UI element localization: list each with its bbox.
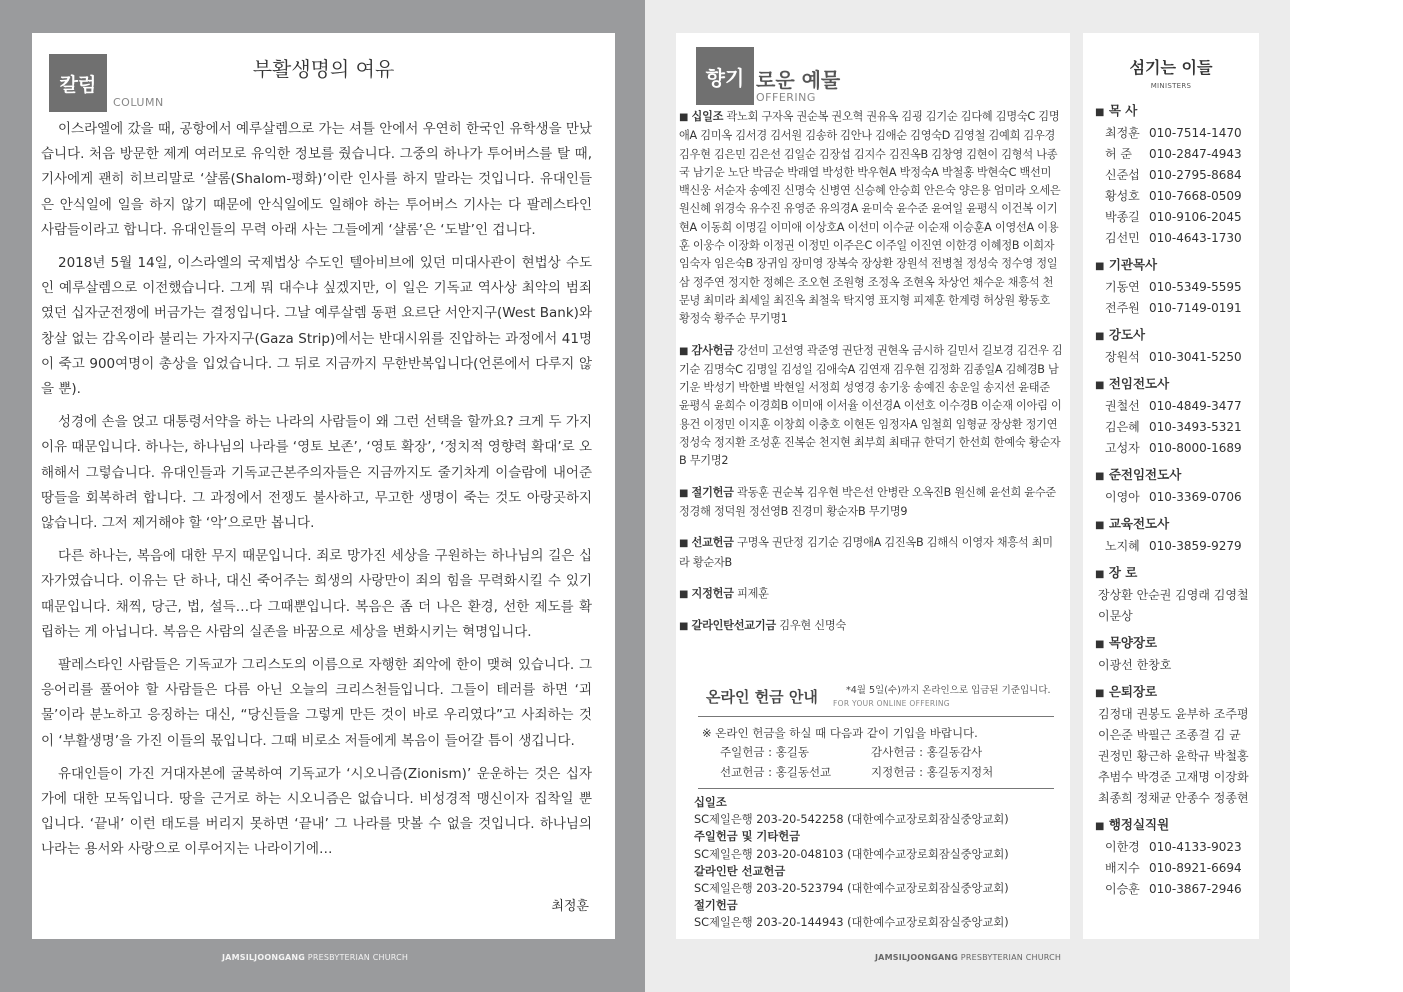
minister-row	[1095, 396, 1257, 417]
column-paragraph: 팔레스타인 사람들은 기독교가 그리스도의 이름으로 자행한 죄악에 한이 맺혀 있습니다. 그 응어리를 풀어야 할 사람들은 다름 아닌 오늘의 크리스천들입니다. 그들이 테러를 하면 ‘괴물’이라 분노하고 응징하는 대신, “당신들을 그렇게 만든 것이 바로 우리였다”고 사죄하는 것이 ‘부활생명’을 가진 이들의 몫입니다. 그때 비로소 저들에게 복음이 들어갈 틈이 생깁니다.	[41, 657, 592, 749]
minister-phone: 010-3041-5250	[1149, 350, 1242, 364]
offering-label: 선교헌금	[691, 536, 734, 550]
minister-name: 고성자	[1105, 441, 1140, 455]
bullet-icon: ■	[1095, 107, 1105, 118]
bullet-icon: ■	[1095, 331, 1105, 342]
offering-section	[679, 534, 1063, 572]
minister-row	[1095, 879, 1257, 900]
minister-phone: 010-3369-0706	[1149, 490, 1242, 504]
minister-group-head	[1095, 814, 1257, 837]
offering-card	[676, 33, 1070, 939]
example-1: 주일헌금 : 홍길동	[720, 745, 809, 759]
offering-title: 로운 예물	[756, 68, 841, 92]
offering-names: 곽동훈 권순복 김우현 박은선 안병란 오옥진B 원신혜 윤선희 윤수준 정경해 정덕원 정선영B 진경미 황순자B 무기명9	[679, 485, 1056, 518]
minister-group	[1095, 681, 1257, 809]
bullet-icon: ■	[679, 588, 689, 600]
minister-name: 허 준	[1105, 147, 1132, 161]
minister-phone: 010-4133-9023	[1149, 840, 1242, 854]
minister-name: 기동연	[1105, 280, 1140, 294]
minister-names: 이은준 박필근 조종걸 김 균	[1098, 728, 1241, 742]
column-paragraph: 성경에 손을 얹고 대통령서약을 하는 나라의 사람들이 왜 그런 선택을 할까요? 크게 두 가지 이유 때문입니다. 하나는, 하나님의 나라를 ‘영토 보존’, ‘영토 확장’, ‘정치적 영향력 확대’로 오해해서 그렇습니다. 유대인들과 기독교근본주의자들은 지금까지도 줄기차게 이슬람에 내어준 땅들을 회복하려 합니다. 그 과정에서 전쟁도 불사하고, 무고한 생명이 죽는 것도 아랑곳하지 않습니다. 그저 제거해야 할 ‘악’으로만 봅니다.	[41, 414, 592, 532]
minister-group-label: 목양장로	[1108, 635, 1158, 650]
minister-phone: 010-4643-1730	[1149, 231, 1242, 245]
column-body	[41, 117, 592, 871]
column-paragraph: 다른 하나는, 복음에 대한 무지 때문입니다. 죄로 망가진 세상을 구원하는 하나님의 길은 십자가였습니다. 이유는 단 하나, 대신 죽어주는 희생의 사랑만이 죄의 힘을 무력화시킬 수 있기 때문입니다. 채찍, 당근, 법, 설득…다 그때뿐입니다. 복음은 좀 더 나은 환경, 선한 제도를 확립하는 게 아닙니다. 복음은 사람의 실존을 바꿈으로 세상을 변화시키는 혁명입니다.	[41, 548, 592, 640]
minister-names: 장상환 안순권 김영래 김영철	[1098, 588, 1249, 602]
minister-group	[1095, 513, 1257, 557]
offering-names: 강선미 고선영 곽준영 권단정 권현옥 금시하 길민서 길보경 김건우 김기순 김명숙C 김명일 김성일 김애숙A 김연재 김우현 김정화 김종일A 김혜경B 남기운 박성기 박한별 박현일 서정희 성영경 송기웅 송예진 송운일 송지선 윤태준 윤평식 윤희수 이경희B 이미애 이서율 이선경A 이선호 이수경B 이순재 이아림 이용건 이정민 이지훈 이창희 이충호 이현돈 임정자A 임철희 임형균 장상환 정기연 정성숙 정지환 조성훈 진복순 천지현 최부희 최태규 한덕기 한선희 한예숙 황순자B 무기명2	[679, 343, 1063, 468]
minister-name: 김은혜	[1105, 420, 1140, 434]
divider	[698, 716, 1054, 717]
bullet-icon: ■	[1095, 569, 1105, 580]
column-title: 부활생명의 여유	[252, 57, 395, 81]
minister-row	[1095, 298, 1257, 319]
minister-row	[1095, 186, 1257, 207]
minister-row	[1095, 438, 1257, 459]
minister-phone: 010-9106-2045	[1149, 210, 1242, 224]
minister-name: 이영아	[1105, 490, 1140, 504]
minister-group-label: 기관목사	[1108, 257, 1158, 272]
minister-name: 전주원	[1105, 301, 1140, 315]
offering-section	[679, 585, 1063, 604]
offering-label: 갈라인탄선교기금	[691, 619, 776, 633]
column-card	[32, 33, 615, 939]
bullet-icon: ■	[679, 538, 689, 550]
bullet-icon: ■	[1095, 639, 1105, 650]
minister-row	[1095, 858, 1257, 879]
column-paragraph: 유대인들이 가진 거대자본에 굴복하여 기독교가 ‘시오니즘(Zionism)’ 운운하는 것은 십자가에 대한 모독입니다. 땅을 근거로 하는 시오니즘은 없습니다. 비성경적 맹신이자 집착일 뿐입니다. ‘끝내’ 이런 태도를 버리지 못하면 ‘끝내’ 그 나라를 맛볼 수 없을 것입니다. 하나님의 나라는 용서와 사랑으로 이루어지는 나라이기에…	[41, 765, 592, 858]
minister-row	[1095, 144, 1257, 165]
minister-names: 김정대 권봉도 윤부하 조주평	[1098, 707, 1249, 721]
offering-label: 절기헌금	[691, 485, 734, 499]
offering-names: 곽노회 구자옥 권순복 권오혁 권유옥 김굉 김기순 김다혜 김명숙C 김명애A 김미옥 김서경 김서원 김송하 김안나 김애순 김영숙D 김영철 김예희 김우경 김우현 김은민 김은선 김일순 김장섭 김지수 김진옥B 김창영 김현이 김형석 나종국 남기운 노단 박금순 박래열 박성한 박우현A 박정숙A 박철홍 박현숙C 백선미 백신웅 서순자 송예진 신명숙 신병연 신승혜 안승희 안은숙 양은용 엄미라 오세은 원신혜 위경숙 유수진 유영준 유의경A 윤미숙 윤수준 윤여일 윤평식 이건복 이기현A 이동희 이명길 이미애 이상호A 이선미 이수균 이순재 이승훈A 이영선A 이용훈 이웅수 이장화 이정권 이정민 이주은C 이주일 이진연 이한경 이혜정B 이희자 임숙자 임은숙B 장귀임 장미영 장복숙 장상환 장원석 전병철 정성숙 정수영 정일삼 정주연 정지한 정혜은 조오현 조원형 조정옥 조현옥 차상언 채수운 채흥석 천문녕 최미라 최세일 최진옥 최철욱 탁지영 표지형 피제훈 한계령 허상원 황동호 황정숙 황주순 무기명1	[679, 110, 1061, 326]
offering-names: 구명옥 권단정 김기순 김명애A 김진옥B 김해식 이영자 채흥석 최미라 황순자B	[679, 536, 1053, 569]
minister-name: 권철선	[1105, 399, 1140, 413]
minister-group-label: 준전임전도사	[1108, 467, 1182, 482]
bullet-icon: ■	[679, 112, 689, 123]
minister-group-label: 행정실직원	[1108, 817, 1170, 832]
minister-phone: 010-3493-5321	[1149, 420, 1242, 434]
ministers-title: 섬기는 이들	[1129, 58, 1213, 77]
example-3: 선교헌금 : 홍길동선교	[720, 765, 832, 779]
minister-group-label: 전임전도사	[1108, 376, 1170, 391]
offering-section	[679, 108, 1063, 329]
minister-row	[1095, 347, 1257, 368]
account-detail: SC제일은행 203-20-144943 (대한예수교장로회잠실중앙교회)	[694, 916, 1009, 930]
bullet-icon: ■	[1095, 471, 1105, 482]
bullet-icon: ■	[679, 345, 689, 357]
minister-phone: 010-2847-4943	[1149, 147, 1242, 161]
example-2: 감사헌금 : 홍길동감사	[871, 745, 983, 759]
minister-phone: 010-4849-3477	[1149, 399, 1242, 413]
offering-badge: 향기	[696, 47, 754, 105]
minister-group	[1095, 100, 1257, 249]
offering-names: 김우현 신명숙	[779, 619, 846, 633]
minister-group	[1095, 373, 1257, 459]
minister-group-head	[1095, 100, 1257, 123]
account-name: 절기헌금	[694, 899, 738, 913]
minister-phone: 010-3867-2946	[1149, 882, 1242, 896]
divider	[698, 788, 1054, 789]
minister-group-head	[1095, 562, 1257, 585]
minister-phone: 010-7514-1470	[1149, 126, 1242, 140]
example-4: 지정헌금 : 홍길동지정처	[871, 765, 994, 779]
account-list	[694, 794, 1009, 932]
online-offering-title: 온라인 헌금 안내	[706, 688, 818, 706]
online-offering-note: *4월 5일(수)까지 온라인으로 입금된 기준입니다.	[846, 685, 1051, 696]
online-intro: ※ 온라인 헌금을 하실 때 다음과 같이 기입을 바랍니다.	[702, 726, 978, 740]
minister-group-label: 장 로	[1108, 565, 1138, 580]
minister-row	[1095, 165, 1257, 186]
offering-label: 지정헌금	[691, 586, 734, 600]
minister-names: 추범수 박경준 고재명 이장화	[1098, 770, 1249, 784]
minister-group	[1095, 324, 1257, 368]
minister-name: 장원석	[1105, 350, 1140, 364]
minister-name: 신준섭	[1105, 168, 1140, 182]
minister-names: 권정민 황근하 윤학규 박철홍	[1098, 749, 1249, 763]
minister-group-head	[1095, 513, 1257, 536]
minister-names: 이광선 한창호	[1098, 658, 1172, 672]
column-badge: 칼럼	[49, 54, 107, 112]
minister-phone: 010-5349-5595	[1149, 280, 1242, 294]
column-paragraph: 이스라엘에 갔을 때, 공항에서 예루살렘으로 가는 셔틀 안에서 우연히 한국인 유학생을 만났습니다. 처음 방문한 제게 여러모로 유익한 정보를 줬습니다. 그중의 하나가 투어버스를 탈 때, 기사에게 괜히 히브리말로 ‘샬롬(Shalom-평화)’이란 인사를 하지 말라는 것입니다. 유대인들은 안식일에 일을 하지 않기 때문에 안식일에도 일해야 하는 투어버스 기사는 다 팔레스타인 사람들이라고 합니다. 유대인들의 무력 아래 사는 그들에게 ‘샬롬’은 ‘도발’인 겁니다.	[41, 121, 593, 238]
minister-name: 박종길	[1105, 210, 1140, 224]
offering-label: 십일조	[691, 110, 724, 123]
minister-row	[1095, 837, 1257, 858]
account-item	[694, 897, 1009, 931]
column-author: 최정훈	[551, 899, 589, 914]
minister-names: 최종희 정채균 안종수 정종현	[1098, 791, 1249, 805]
column-badge-sub: COLUMN	[113, 96, 164, 109]
bullet-icon: ■	[679, 487, 689, 499]
minister-group-head	[1095, 324, 1257, 347]
bullet-icon: ■	[1095, 261, 1105, 272]
minister-row	[1095, 536, 1257, 557]
minister-phone: 010-3859-9279	[1149, 539, 1242, 553]
account-item	[694, 863, 1009, 897]
footer-left: JAMSILJOONGANG PRESBYTERIAN CHURCH	[222, 953, 409, 962]
minister-phone: 010-8000-1689	[1149, 441, 1242, 455]
account-name: 갈라인탄 선교헌금	[694, 864, 786, 878]
minister-group	[1095, 814, 1257, 900]
offering-badge-sub: OFFERING	[756, 91, 816, 104]
minister-name: 배지수	[1105, 861, 1140, 875]
ministers-card	[1083, 33, 1259, 939]
minister-name: 황성호	[1105, 189, 1140, 203]
minister-row	[1095, 487, 1257, 508]
offering-section	[679, 342, 1063, 471]
minister-names: 이문상	[1098, 609, 1133, 623]
minister-phone: 010-2795-8684	[1149, 168, 1242, 182]
offering-label: 감사헌금	[691, 343, 734, 357]
bullet-icon: ■	[679, 621, 689, 633]
bullet-icon: ■	[1095, 688, 1105, 699]
minister-group-label: 강도사	[1108, 327, 1146, 342]
minister-row	[1095, 228, 1257, 249]
minister-name: 최정훈	[1105, 126, 1140, 140]
minister-group-head	[1095, 464, 1257, 487]
minister-phone: 010-7668-0509	[1149, 189, 1242, 203]
footer-right: JAMSILJOONGANG PRESBYTERIAN CHURCH	[875, 953, 1062, 962]
offering-list	[679, 108, 1063, 649]
column-paragraph: 2018년 5월 14일, 이스라엘의 국제법상 수도인 텔아비브에 있던 미대사관이 현법상 수도인 예루살렘으로 이전했습니다. 그게 뭐 대수냐 싶겠지만, 이 일은 기독교 역사상 최악의 범죄였던 십자군전쟁에 버금가는 결정입니다. 그날 예루살렘 동편 요르단 서안지구(West Bank)와 창살 없는 감옥이라 불리는 가자지구(Gaza Strip)에서는 반대시위를 진압하는 과정에서 41명이 죽고 900여명이 총상을 입었습니다. 그 뒤로 지금까지 무한반복입니다(언론에서 다루지 않을 뿐).	[41, 255, 592, 398]
minister-name: 이승훈	[1105, 882, 1140, 896]
minister-group-head	[1095, 254, 1257, 277]
minister-name: 김선민	[1105, 231, 1140, 245]
ministers-sub: MINISTERS	[1150, 82, 1192, 90]
minister-name: 노지혜	[1105, 539, 1140, 553]
minister-row	[1095, 277, 1257, 298]
minister-group	[1095, 632, 1257, 676]
account-detail: SC제일은행 203-20-542258 (대한예수교장로회잠실중앙교회)	[694, 813, 1009, 827]
minister-phone: 010-8921-6694	[1149, 861, 1242, 875]
online-offering-sub: FOR YOUR ONLINE OFFERING	[833, 699, 950, 708]
minister-group-head	[1095, 632, 1257, 655]
ministers-list	[1095, 100, 1257, 905]
offering-section	[679, 484, 1063, 522]
minister-group-head	[1095, 373, 1257, 396]
minister-name: 이한경	[1105, 840, 1140, 854]
bullet-icon: ■	[1095, 380, 1105, 391]
bullet-icon: ■	[1095, 520, 1105, 531]
minister-row	[1095, 417, 1257, 438]
minister-group	[1095, 254, 1257, 319]
minister-group-head	[1095, 681, 1257, 704]
minister-group-label: 은퇴장로	[1108, 684, 1158, 699]
minister-row	[1095, 123, 1257, 144]
account-name: 십일조	[694, 796, 727, 809]
minister-group	[1095, 562, 1257, 627]
margin-area	[1290, 0, 1403, 992]
offering-names: 피제훈	[737, 586, 769, 600]
account-item	[694, 828, 1009, 862]
minister-group-label: 목 사	[1108, 103, 1138, 118]
minister-phone: 010-7149-0191	[1149, 301, 1242, 315]
minister-group-label: 교육전도사	[1108, 516, 1170, 531]
minister-row	[1095, 207, 1257, 228]
account-detail: SC제일은행 203-20-048103 (대한예수교장로회잠실중앙교회)	[694, 847, 1009, 861]
minister-group	[1095, 464, 1257, 508]
bullet-icon: ■	[1095, 821, 1105, 832]
account-name: 주일헌금 및 기타헌금	[694, 830, 801, 844]
account-item	[694, 794, 1009, 828]
offering-section	[679, 617, 1063, 636]
account-detail: SC제일은행 203-20-523794 (대한예수교장로회잠실중앙교회)	[694, 882, 1009, 896]
